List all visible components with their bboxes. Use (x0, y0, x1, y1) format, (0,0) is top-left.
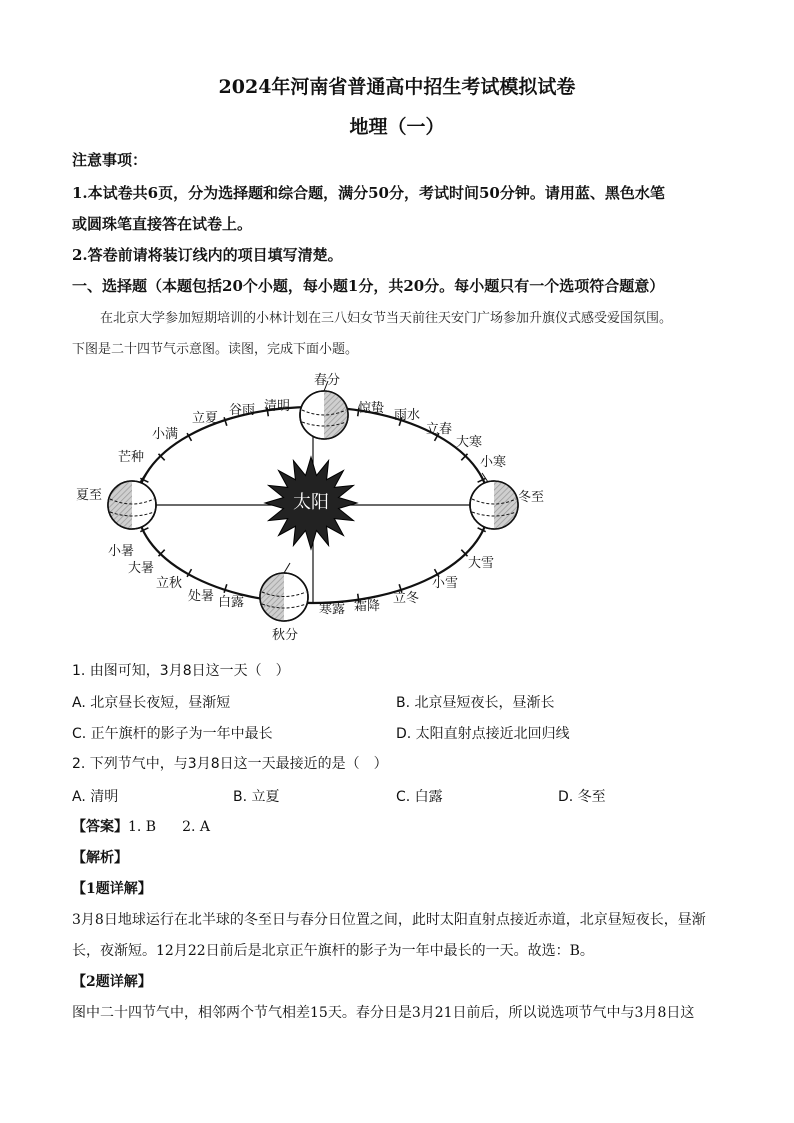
notice-item1-line2: 或圆珠笔直接答在试卷上。 (72, 215, 253, 233)
term-liqiu: 立秋 (156, 576, 183, 591)
q2-option-a[interactable]: A. 清明 (72, 789, 119, 805)
q2-option-c[interactable]: C. 白露 (396, 789, 443, 805)
term-shuangjiang: 霜降 (354, 599, 381, 614)
term-lidong: 立冬 (393, 591, 420, 606)
answer-line (72, 817, 722, 837)
earth-dongzhi-icon (470, 473, 518, 529)
detail1-line2: 长，夜渐短。12月22日前后是北京正午旗杆的影子为一年中最长的一天。故选：B。 (72, 943, 594, 959)
q2-option-d[interactable]: D. 冬至 (558, 789, 606, 805)
term-xiaoxue: 小雪 (432, 576, 459, 591)
term-daxue: 大雪 (468, 556, 495, 571)
answer-1: 1. B (128, 819, 157, 835)
section1-heading: 一、选择题（本题包括20个小题，每小题1分，共20分。每小题只有一个选项符合题意） (72, 277, 665, 295)
q1-option-b[interactable]: B. 北京昼短夜长，昼渐长 (396, 695, 555, 711)
intro-line1: 在北京大学参加短期培训的小林计划在三八妇女节当天前往天安门广场参加升旗仪式感受爱国氛围。 (100, 311, 673, 326)
q2-option-b[interactable]: B. 立夏 (233, 789, 280, 805)
q1-option-d[interactable]: D. 太阳直射点接近北回归线 (396, 726, 570, 742)
earth-qiufen-icon (260, 563, 308, 621)
term-lichun: 立春 (426, 422, 453, 437)
earth-xiazhi-icon (108, 473, 156, 529)
exam-subtitle: 地理（一） (349, 116, 445, 138)
q2-stem: 2. 下列节气中，与3月8日这一天最接近的是（ ） (72, 756, 388, 772)
term-xiazhi: 夏至 (76, 488, 103, 503)
term-xiaoman: 小满 (152, 427, 179, 442)
term-xiaohan: 小寒 (480, 455, 507, 470)
notice-item1-line1: 1.本试卷共6页，分为选择题和综合题，满分50分，考试时间50分钟。请用蓝、黑色水笔 (72, 184, 665, 202)
analysis-tag: 【解析】 (72, 850, 128, 866)
detail1-tag: 【1题详解】 (72, 881, 152, 897)
term-dashu: 大暑 (128, 561, 155, 576)
term-bailu: 白露 (218, 595, 245, 610)
detail2-line1: 图中二十四节气中，相邻两个节气相差15天。春分日是3月21日前后，所以说选项节气中与3月8日这 (72, 1005, 695, 1021)
term-jingzhe: 惊蛰 (358, 401, 385, 416)
earth-chunfen-icon (300, 381, 348, 439)
term-guyu: 谷雨 (229, 403, 256, 418)
term-mangzhong: 芒种 (118, 450, 145, 465)
term-xiaoshu: 小暑 (108, 544, 135, 559)
sun-icon (265, 457, 357, 549)
solar-terms-diagram (70, 365, 550, 655)
intro-line2: 下图是二十四节气示意图。读图，完成下面小题。 (72, 342, 359, 357)
sun-label: 太阳 (293, 492, 329, 513)
q1-option-c[interactable]: C. 正午旗杆的影子为一年中最长 (72, 726, 273, 742)
term-lixia: 立夏 (192, 411, 219, 426)
detail1-line1: 3月8日地球运行在北半球的冬至日与春分日位置之间，此时太阳直射点接近赤道，北京昼短夜长，昼渐 (72, 912, 706, 928)
term-chunfen: 春分 (314, 373, 341, 388)
answer-2: 2. A (182, 819, 211, 835)
notice-heading: 注意事项： (72, 151, 148, 169)
answer-tag: 【答案】 (72, 819, 128, 835)
term-yushui: 雨水 (394, 408, 421, 423)
q1-option-a[interactable]: A. 北京昼长夜短，昼渐短 (72, 695, 231, 711)
term-chushu: 处暑 (188, 589, 215, 604)
detail2-tag: 【2题详解】 (72, 974, 152, 990)
term-dongzhi: 冬至 (518, 490, 545, 505)
exam-title: 2024年河南省普通高中招生考试模拟试卷 (218, 76, 576, 98)
notice-item2: 2.答卷前请将装订线内的项目填写清楚。 (72, 246, 343, 264)
term-hanlu: 寒露 (319, 602, 346, 617)
term-qiufen: 秋分 (272, 628, 299, 643)
term-dahan: 大寒 (456, 435, 483, 450)
q1-stem: 1. 由图可知，3月8日这一天（ ） (72, 663, 290, 679)
term-qingming: 清明 (264, 399, 291, 414)
